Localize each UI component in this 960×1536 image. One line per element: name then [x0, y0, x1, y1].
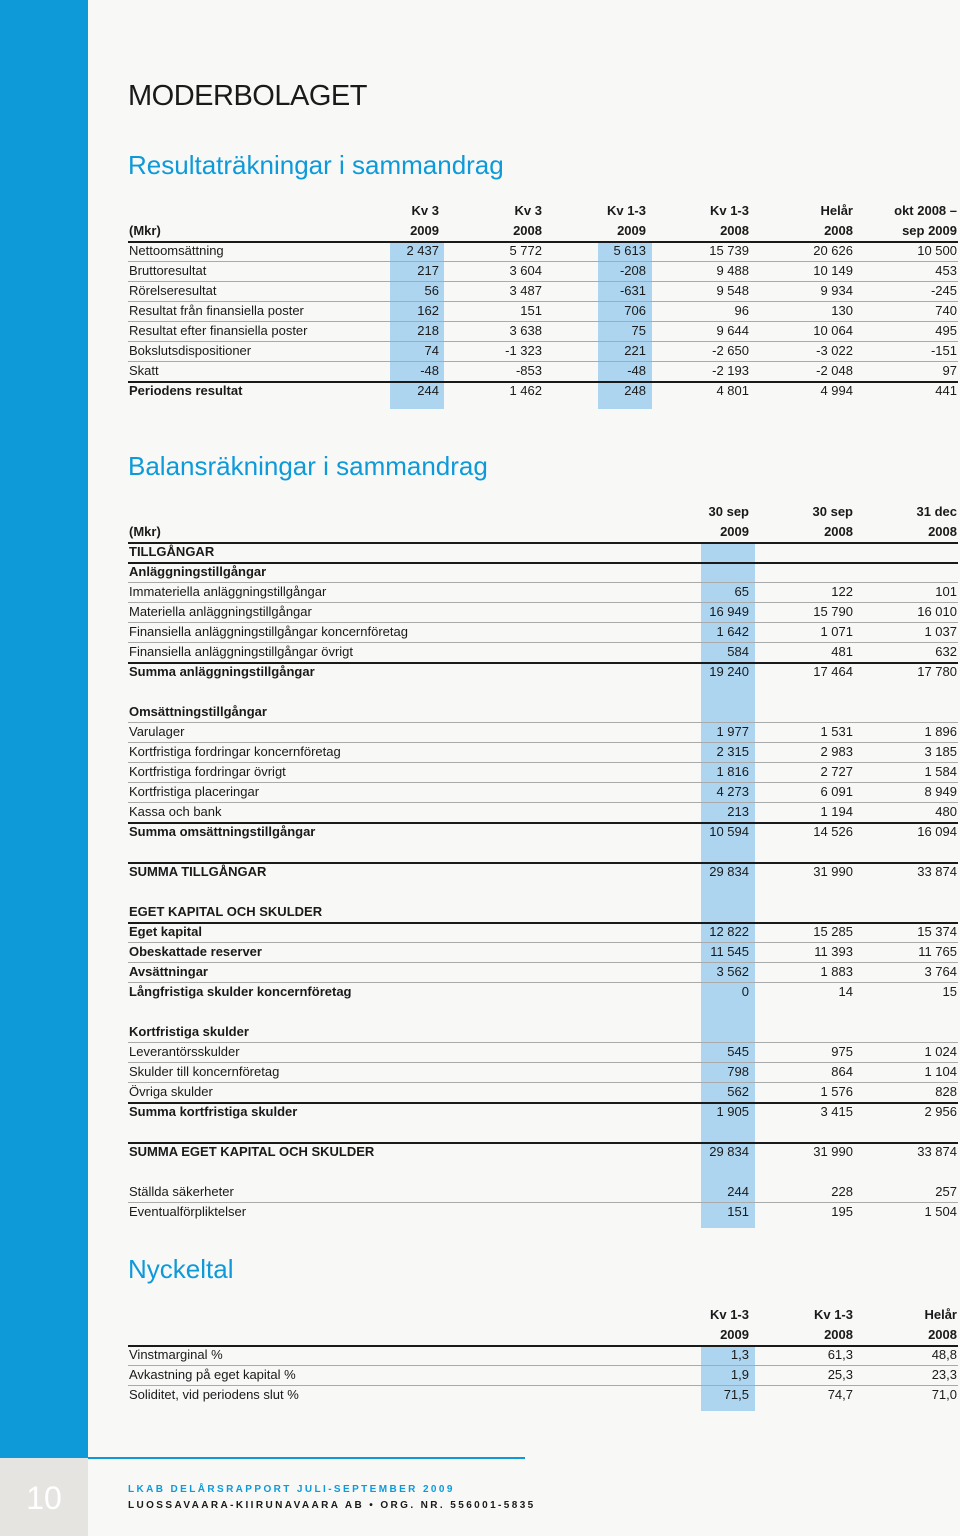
column-header: 31 dec	[916, 504, 957, 519]
row-label: Varulager	[129, 724, 185, 739]
cell-value: 23,3	[931, 1367, 957, 1382]
table-rule	[128, 862, 958, 864]
table-row	[128, 782, 958, 802]
cell-value: 244	[727, 1184, 749, 1199]
column-header: 2008	[513, 223, 542, 238]
row-label: SUMMA TILLGÅNGAR	[129, 864, 267, 879]
cell-value: 545	[727, 1044, 749, 1059]
cell-value: 1 896	[924, 724, 957, 739]
table-row	[128, 922, 958, 942]
table-rule	[128, 1202, 958, 1203]
row-label: Avsättningar	[129, 964, 208, 979]
row-label: Leverantörsskulder	[129, 1044, 240, 1059]
column-header: 2008	[720, 223, 749, 238]
footer-report-title: LKAB DELÅRSRAPPORT JULI-SEPTEMBER 2009	[128, 1484, 455, 1495]
column-header-row	[128, 201, 958, 221]
cell-value: -245	[930, 283, 957, 298]
cell-value: 3 562	[716, 964, 749, 979]
table-rule	[128, 1042, 958, 1043]
table-row	[128, 1042, 958, 1062]
table-rule	[128, 802, 958, 803]
column-header-row	[128, 1305, 958, 1325]
cell-value: 1 576	[820, 1084, 853, 1099]
row-label: Bruttoresultat	[129, 263, 207, 278]
page-title: MODERBOLAGET	[128, 80, 367, 112]
column-header: 30 sep	[708, 504, 749, 519]
row-label: Summa omsättningstillgångar	[129, 824, 316, 839]
cell-value: 706	[624, 303, 646, 318]
table-row	[128, 301, 958, 321]
table-rule	[128, 582, 958, 583]
cell-value: 217	[417, 263, 439, 278]
row-label: Kortfristiga fordringar övrigt	[129, 764, 286, 779]
cell-value: 48,8	[931, 1347, 957, 1362]
table-rule	[128, 822, 958, 824]
column-header: Helår	[924, 1307, 957, 1322]
row-label: Skatt	[129, 363, 159, 378]
cell-value: 213	[727, 804, 749, 819]
table-row	[128, 542, 958, 562]
table-row	[128, 862, 958, 882]
cell-value: 1 024	[924, 1044, 957, 1059]
cell-value: 1 816	[716, 764, 749, 779]
row-label: Avkastning på eget kapital %	[129, 1367, 296, 1382]
cell-value: -2 048	[816, 363, 853, 378]
row-label: Summa kortfristiga skulder	[129, 1104, 298, 1119]
table-rule	[128, 762, 958, 763]
cell-value: 2 983	[820, 744, 853, 759]
table-rule	[128, 602, 958, 603]
balance-sheet-title: Balansräkningar i sammandrag	[128, 451, 488, 481]
table-rule	[128, 622, 958, 623]
cell-value: 2 315	[716, 744, 749, 759]
table-rule	[128, 1102, 958, 1104]
table-row	[128, 1202, 958, 1222]
cell-value: 11 545	[710, 944, 749, 959]
cell-value: 828	[935, 1084, 957, 1099]
row-label: Långfristiga skulder koncernföretag	[129, 984, 352, 999]
cell-value: 584	[727, 644, 749, 659]
table-rule	[128, 381, 958, 383]
cell-value: 481	[831, 644, 853, 659]
table-rule	[128, 1142, 958, 1144]
cell-value: 29 834	[709, 864, 749, 879]
column-header: Kv 1-3	[606, 203, 646, 218]
row-label: Eventualförpliktelser	[129, 1204, 247, 1219]
cell-value: 31 990	[813, 1144, 853, 1159]
table-row	[128, 1082, 958, 1102]
table-rule	[128, 261, 958, 262]
table-row	[128, 802, 958, 822]
cell-value: 10 149	[813, 263, 853, 278]
column-header: 2009	[617, 223, 646, 238]
footer-company: LUOSSAVAARA-KIIRUNAVAARA AB • ORG. NR. 556001-5835	[128, 1500, 536, 1511]
cell-value: 9 934	[820, 283, 853, 298]
cell-value: 25,3	[827, 1367, 853, 1382]
column-header: Kv 1-3	[709, 1307, 749, 1322]
cell-value: 864	[831, 1064, 853, 1079]
row-label: TILLGÅNGAR	[129, 544, 215, 559]
row-label: Bokslutsdispositioner	[129, 343, 252, 358]
column-header: sep 2009	[902, 223, 957, 238]
cell-value: 5 772	[509, 243, 542, 258]
column-header: 2008	[928, 524, 957, 539]
row-label: Vinstmarginal %	[129, 1347, 223, 1362]
table-row	[128, 642, 958, 662]
cell-value: 130	[831, 303, 853, 318]
cell-value: 195	[831, 1204, 853, 1219]
cell-value: 33 874	[917, 864, 957, 879]
cell-value: 3 487	[509, 283, 542, 298]
cell-value: -2 193	[712, 363, 749, 378]
cell-value: -48	[627, 363, 646, 378]
cell-value: 3 415	[820, 1104, 853, 1119]
row-label: Periodens resultat	[129, 383, 243, 398]
table-rule	[128, 942, 958, 943]
table-row	[128, 1385, 958, 1405]
table-rule	[128, 1365, 958, 1366]
table-rule	[128, 782, 958, 783]
cell-value: 15	[942, 984, 957, 999]
cell-value: 16 094	[917, 824, 957, 839]
row-label: Resultat från finansiella poster	[129, 303, 304, 318]
table-rule	[128, 301, 958, 302]
column-header-row	[128, 221, 958, 241]
cell-value: 65	[734, 584, 749, 599]
column-header: Kv 1-3	[709, 203, 749, 218]
cell-value: 96	[734, 303, 749, 318]
column-header: Helår	[820, 203, 853, 218]
cell-value: 9 488	[716, 263, 749, 278]
cell-value: 798	[727, 1064, 749, 1079]
cell-value: 975	[831, 1044, 853, 1059]
cell-value: 1 977	[716, 724, 749, 739]
table-row	[128, 281, 958, 301]
table-row	[128, 902, 958, 922]
cell-value: 0	[741, 984, 749, 999]
table-rule	[128, 562, 958, 564]
column-header: Kv 3	[411, 203, 439, 218]
cell-value: 257	[935, 1184, 957, 1199]
table-row	[128, 702, 958, 722]
cell-value: 1 104	[924, 1064, 957, 1079]
cell-value: 1 462	[509, 383, 542, 398]
cell-value: 3 185	[924, 744, 957, 759]
cell-value: -853	[515, 363, 542, 378]
column-header-row	[128, 522, 958, 542]
table-rule	[128, 542, 958, 544]
table-row	[128, 361, 958, 381]
row-label: Eget kapital	[129, 924, 202, 939]
cell-value: 1 642	[716, 624, 749, 639]
column-header: 2008	[824, 223, 853, 238]
table-rule	[128, 1082, 958, 1083]
cell-value: 495	[935, 323, 957, 338]
cell-value: 101	[935, 584, 957, 599]
cell-value: 562	[727, 1084, 749, 1099]
cell-value: 10 500	[917, 243, 957, 258]
cell-value: 31 990	[813, 864, 853, 879]
cell-value: 3 638	[509, 323, 542, 338]
cell-value: 11 765	[918, 944, 957, 959]
column-header: 30 sep	[812, 504, 853, 519]
cell-value: 61,3	[827, 1347, 853, 1362]
table-row	[128, 381, 958, 401]
cell-value: 8 949	[924, 784, 957, 799]
cell-value: 1 905	[716, 1104, 749, 1119]
cell-value: 14 526	[813, 824, 853, 839]
cell-value: -631	[619, 283, 646, 298]
cell-value: 244	[417, 383, 439, 398]
cell-value: 480	[935, 804, 957, 819]
table-row	[128, 341, 958, 361]
row-label: Kortfristiga placeringar	[129, 784, 260, 799]
column-header: 2009	[410, 223, 439, 238]
cell-value: -2 650	[712, 343, 749, 358]
column-header-row	[128, 1325, 958, 1345]
table-row	[128, 1142, 958, 1162]
cell-value: 1 071	[820, 624, 853, 639]
table-rule	[128, 982, 958, 983]
table-rule	[128, 241, 958, 243]
cell-value: 16 010	[917, 604, 957, 619]
cell-value: 1,9	[730, 1367, 749, 1382]
table-row	[128, 662, 958, 682]
table-row	[128, 742, 958, 762]
table-row	[128, 1102, 958, 1122]
cell-value: 9 548	[716, 283, 749, 298]
cell-value: -48	[420, 363, 439, 378]
cell-value: 441	[935, 383, 957, 398]
cell-value: 11 393	[814, 944, 853, 959]
cell-value: 740	[935, 303, 957, 318]
row-label: Resultat efter finansiella poster	[129, 323, 308, 338]
cell-value: 1,3	[730, 1347, 749, 1362]
cell-value: 4 273	[716, 784, 749, 799]
cell-value: 1 037	[924, 624, 957, 639]
table-row	[128, 1062, 958, 1082]
row-label: Materiella anläggningstillgångar	[129, 604, 312, 619]
cell-value: 97	[942, 363, 957, 378]
table-row	[128, 261, 958, 281]
table-row	[128, 722, 958, 742]
cell-value: 4 994	[820, 383, 853, 398]
table-row	[128, 822, 958, 842]
row-label: Obeskattade reserver	[129, 944, 262, 959]
cell-value: 12 822	[709, 924, 749, 939]
cell-value: 29 834	[709, 1144, 749, 1159]
cell-value: 218	[417, 323, 439, 338]
cell-value: 14	[838, 984, 853, 999]
cell-value: 1 194	[820, 804, 853, 819]
page-number: 10	[26, 1480, 62, 1516]
row-label: Skulder till koncernföretag	[129, 1064, 280, 1079]
sidebar-stripe	[0, 0, 88, 1458]
cell-value: 20 626	[813, 243, 853, 258]
column-header: Kv 3	[514, 203, 542, 218]
cell-value: 228	[831, 1184, 853, 1199]
key-ratios-title: Nyckeltal	[128, 1254, 234, 1284]
table-rule	[128, 662, 958, 664]
column-header: 2009	[720, 524, 749, 539]
cell-value: 15 374	[917, 924, 957, 939]
table-rule	[128, 341, 958, 342]
table-rule	[128, 321, 958, 322]
row-label: EGET KAPITAL OCH SKULDER	[129, 904, 323, 919]
cell-value: -208	[619, 263, 646, 278]
table-rule	[128, 281, 958, 282]
column-header-row	[128, 502, 958, 522]
table-row	[128, 602, 958, 622]
cell-value: 3 604	[509, 263, 542, 278]
cell-value: 1 584	[924, 764, 957, 779]
table-rule	[128, 742, 958, 743]
table-row	[128, 562, 958, 582]
table-row	[128, 1365, 958, 1385]
column-header: 2008	[824, 1327, 853, 1342]
table-rule	[128, 642, 958, 643]
cell-value: 1 883	[820, 964, 853, 979]
column-header: Kv 1-3	[813, 1307, 853, 1322]
table-row	[128, 241, 958, 261]
table-row	[128, 1345, 958, 1365]
cell-value: 221	[624, 343, 646, 358]
row-label: Anläggningstillgångar	[129, 564, 267, 579]
cell-value: 19 240	[709, 664, 749, 679]
cell-value: -1 323	[505, 343, 542, 358]
cell-value: 2 727	[820, 764, 853, 779]
table-rule	[128, 922, 958, 924]
unit-label: (Mkr)	[129, 524, 161, 539]
cell-value: 1 531	[820, 724, 853, 739]
column-header: 2008	[928, 1327, 957, 1342]
cell-value: 15 790	[813, 604, 853, 619]
cell-value: 71,5	[723, 1387, 749, 1402]
row-label: Rörelseresultat	[129, 283, 217, 298]
table-rule	[128, 1385, 958, 1386]
cell-value: 17 464	[813, 664, 853, 679]
table-row	[128, 321, 958, 341]
cell-value: 5 613	[613, 243, 646, 258]
table-row	[128, 1182, 958, 1202]
row-label: Immateriella anläggningstillgångar	[129, 584, 327, 599]
cell-value: 16 949	[709, 604, 749, 619]
table-row	[128, 982, 958, 1002]
row-label: Nettoomsättning	[129, 243, 224, 258]
row-label: Kassa och bank	[129, 804, 222, 819]
column-header: 2009	[720, 1327, 749, 1342]
column-header: okt 2008 –	[894, 203, 957, 218]
table-row	[128, 582, 958, 602]
cell-value: 74	[424, 343, 439, 358]
table-rule	[128, 722, 958, 723]
row-label: Omsättningstillgångar	[129, 704, 267, 719]
cell-value: 122	[831, 584, 853, 599]
column-header: 2008	[824, 524, 853, 539]
cell-value: 3 764	[924, 964, 957, 979]
cell-value: 2 956	[924, 1104, 957, 1119]
income-statement-title: Resultaträkningar i sammandrag	[128, 150, 504, 180]
cell-value: 17 780	[917, 664, 957, 679]
cell-value: 15 739	[709, 243, 749, 258]
cell-value: -3 022	[816, 343, 853, 358]
cell-value: 1 504	[924, 1204, 957, 1219]
cell-value: 248	[624, 383, 646, 398]
row-label: Summa anläggningstillgångar	[129, 664, 315, 679]
table-row	[128, 762, 958, 782]
row-label: Övriga skulder	[129, 1084, 213, 1099]
cell-value: 15 285	[813, 924, 853, 939]
row-label: Ställda säkerheter	[129, 1184, 234, 1199]
cell-value: 33 874	[917, 1144, 957, 1159]
table-rule	[128, 962, 958, 963]
table-rule	[128, 361, 958, 362]
cell-value: 10 594	[709, 824, 749, 839]
cell-value: 74,7	[827, 1387, 853, 1402]
row-label: Kortfristiga fordringar koncernföretag	[129, 744, 341, 759]
row-label: Soliditet, vid periodens slut %	[129, 1387, 299, 1402]
cell-value: 6 091	[820, 784, 853, 799]
row-label: Kortfristiga skulder	[129, 1024, 249, 1039]
cell-value: 4 801	[716, 383, 749, 398]
cell-value: -151	[930, 343, 957, 358]
cell-value: 9 644	[716, 323, 749, 338]
table-row	[128, 942, 958, 962]
footer-rule	[88, 1457, 525, 1459]
cell-value: 151	[727, 1204, 749, 1219]
table-row	[128, 962, 958, 982]
cell-value: 632	[935, 644, 957, 659]
cell-value: 2 437	[406, 243, 439, 258]
cell-value: 162	[417, 303, 439, 318]
cell-value: 453	[935, 263, 957, 278]
row-label: Finansiella anläggningstillgångar övrigt	[129, 644, 354, 659]
table-row	[128, 622, 958, 642]
cell-value: 75	[631, 323, 646, 338]
cell-value: 56	[424, 283, 439, 298]
row-label: Finansiella anläggningstillgångar koncernföretag	[129, 624, 408, 639]
cell-value: 10 064	[813, 323, 853, 338]
unit-label: (Mkr)	[129, 223, 161, 238]
table-rule	[128, 1345, 958, 1347]
cell-value: 151	[520, 303, 542, 318]
cell-value: 71,0	[931, 1387, 957, 1402]
table-row	[128, 1022, 958, 1042]
table-rule	[128, 1062, 958, 1063]
row-label: SUMMA EGET KAPITAL OCH SKULDER	[129, 1144, 375, 1159]
